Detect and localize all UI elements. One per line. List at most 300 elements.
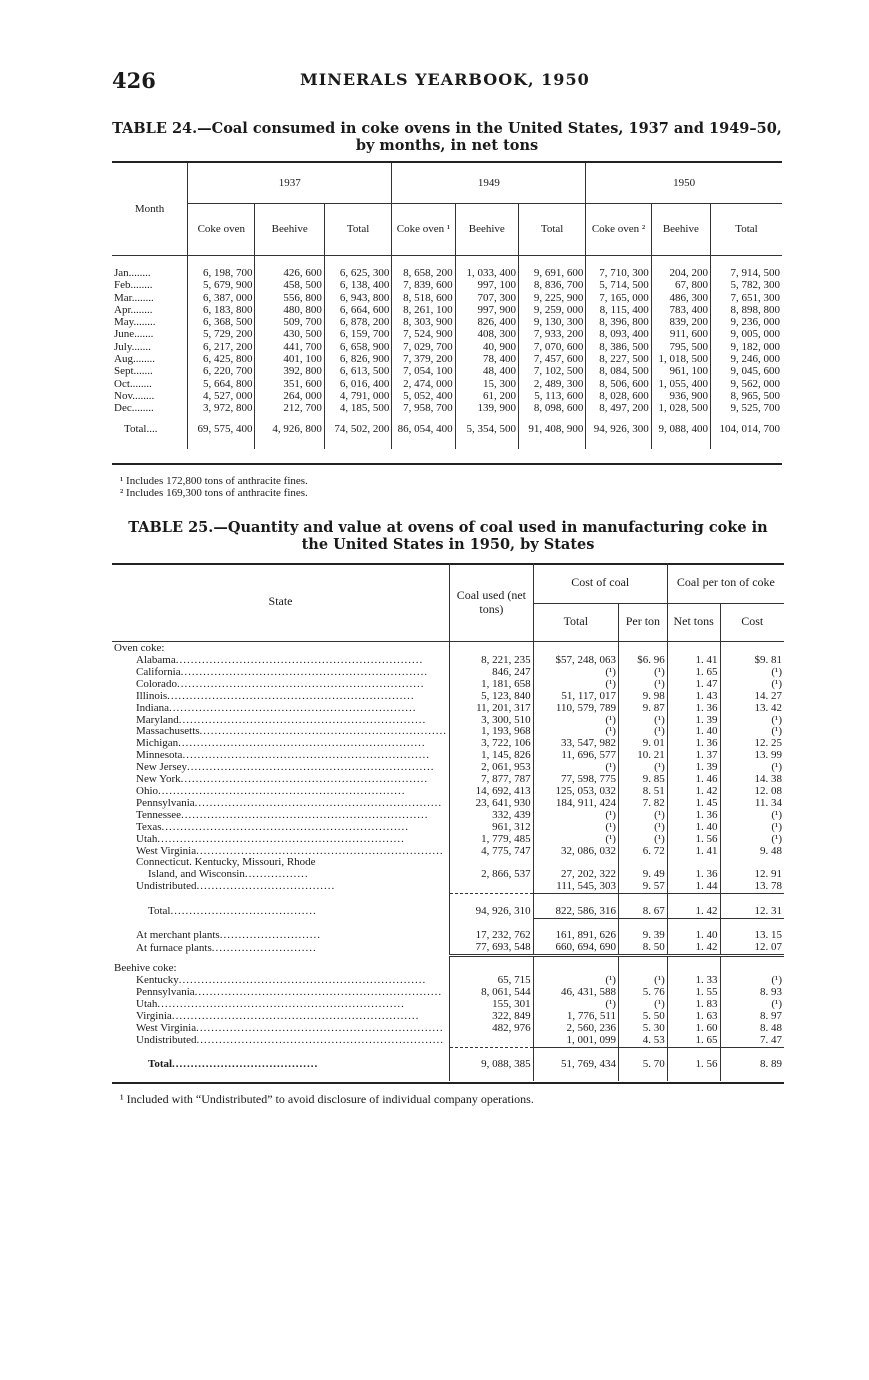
state-cell: California.................................................................. (136, 666, 429, 678)
table24-cell: 7, 165, 000 (586, 292, 651, 304)
table25-row (112, 774, 784, 786)
state-cell: Massachusetts.................................................................. (136, 726, 448, 738)
table24-cell: 1, 028, 500 (651, 402, 710, 414)
cell: 1. 44 (667, 881, 720, 893)
state-cell: Pennsylvania.................................................................. (136, 797, 443, 809)
table24-month-row (112, 365, 782, 377)
table25-cell: (¹) (533, 762, 618, 774)
table25-cell: 9. 87 (618, 703, 667, 715)
table24-cell: 7, 710, 300 (586, 267, 651, 279)
table25-cell: 1, 001, 099 (533, 1035, 618, 1047)
table24-cell: 351, 600 (255, 378, 324, 390)
table24-cell: 7, 029, 700 (392, 341, 455, 353)
page-number: 426 (112, 68, 156, 93)
table25-cell: 1. 41 (667, 655, 720, 667)
table25-cell: 1. 33 (667, 975, 720, 987)
other-states-row (112, 857, 784, 869)
state-cell: Minnesota.................................................................. (136, 750, 430, 762)
table25-cell: (¹) (720, 822, 784, 834)
table25-cell: 9. 85 (618, 774, 667, 786)
month-label: Feb........ (114, 279, 153, 292)
cell: 12. 31 (720, 906, 784, 918)
state-label: Undistributed (136, 1034, 197, 1047)
cell: 12. 07 (720, 942, 784, 955)
table25-cell: (¹) (720, 975, 784, 987)
state-cell: Ohio.................................................................. (136, 785, 406, 797)
table24-cell: 6, 826, 900 (324, 353, 391, 365)
state-cell: West Virginia.................................................................. (136, 1022, 444, 1034)
table25-row (112, 667, 784, 679)
beehive-header: Beehive (455, 203, 518, 255)
table24-cell: 6, 368, 500 (188, 316, 255, 328)
table25-cell: 1. 55 (667, 987, 720, 999)
table25-cell: 155, 301 (450, 999, 534, 1011)
state-label: Michigan (136, 738, 179, 750)
year-1950-header: 1950 (586, 163, 782, 203)
table24-cell: 8, 506, 600 (586, 378, 651, 390)
row-label: At furnace plants (136, 941, 212, 954)
state-label: West Virginia (136, 1022, 197, 1034)
state-label: Colorado (136, 678, 177, 690)
table24-cell: 4, 185, 500 (324, 402, 391, 414)
table24-month-row (112, 353, 782, 365)
table25-cell: (¹) (533, 715, 618, 727)
total-cell: 74, 502, 200 (324, 421, 391, 437)
state-label: New York (136, 774, 181, 786)
table25-row (112, 762, 784, 774)
table25-row (112, 1023, 784, 1035)
state-label: Massachusetts (136, 726, 200, 738)
table24-cell: 401, 100 (255, 353, 324, 365)
state-label: Pennsylvania (136, 797, 195, 809)
table25-cell: (¹) (618, 679, 667, 691)
table25-bottom-rule (112, 1082, 784, 1084)
table24-cell: 5, 052, 400 (392, 390, 455, 402)
table25-cell: 12. 08 (720, 786, 784, 798)
table25-cell: 14, 692, 413 (450, 786, 534, 798)
table25-cell: 4. 53 (618, 1035, 667, 1047)
state-label: Kentucky (136, 975, 179, 987)
coke-oven-header: Coke oven ² (586, 203, 651, 255)
table24-cell: 5, 664, 800 (188, 378, 255, 390)
table24-cell: 8, 898, 800 (710, 304, 782, 316)
table24-month-row (112, 378, 782, 390)
table24-cell: 556, 800 (255, 292, 324, 304)
table24-cell: 839, 200 (651, 316, 710, 328)
table25-cell: 46, 431, 588 (533, 987, 618, 999)
table25-cell: 4, 775, 747 (450, 846, 534, 858)
table25-cell: (¹) (720, 810, 784, 822)
table25-cell: 1. 43 (667, 691, 720, 703)
month-label: July....... (114, 340, 151, 353)
oven-undistributed-row: Undistributed..................................... 111, 545, 303 9. 57 1. 44 13. 78 (136, 880, 782, 893)
state-label: Indiana (136, 702, 169, 714)
table25-cell (450, 1035, 534, 1047)
state-cell: Indiana.................................................................. (136, 702, 417, 714)
state-cell: Colorado.................................................................. (136, 678, 425, 690)
table24-cell: 8, 115, 400 (586, 304, 651, 316)
table25-cell: $9. 81 (720, 655, 784, 667)
state-cell: Illinois.................................................................. (136, 690, 415, 702)
table24-cell: 997, 900 (455, 304, 518, 316)
cell: 1. 42 (667, 906, 720, 918)
table24-month-row (112, 304, 782, 316)
table24-cell: 7, 457, 600 (518, 353, 585, 365)
table24-cell: 7, 054, 100 (392, 365, 455, 377)
cell: 12. 91 (720, 869, 784, 881)
table25-cell: 846, 247 (450, 667, 534, 679)
table24-cell: 4, 527, 000 (188, 390, 255, 402)
table24-cell: 795, 500 (651, 341, 710, 353)
table24-month-row (112, 292, 782, 304)
table25-caption (112, 519, 784, 553)
table24-cell: 936, 900 (651, 390, 710, 402)
table24-footnote-1: ¹ Includes 172,800 tons of anthracite fines. (120, 475, 308, 487)
table24-month-row (112, 402, 782, 414)
table25-cell: (¹) (533, 975, 618, 987)
table24-cell: 5, 782, 300 (710, 279, 782, 291)
table25-cell: 23, 641, 930 (450, 798, 534, 810)
table25-cell: 1. 56 (667, 834, 720, 846)
table24-cell: 8, 386, 500 (586, 341, 651, 353)
table25-cell: 7. 47 (720, 1035, 784, 1047)
table25-row (112, 987, 784, 999)
table25-cell: (¹) (720, 715, 784, 727)
table25-cell: (¹) (533, 667, 618, 679)
cell: 161, 891, 626 (533, 930, 618, 942)
table24-cell: 7, 914, 500 (710, 267, 782, 279)
other-states-row-values: Island, and Wisconsin................. 2, 866, 537 27, 202, 322 9. 49 1. 36 12. 91 (148, 868, 782, 881)
cell: 13. 15 (720, 930, 784, 942)
state-label: Utah (136, 833, 158, 845)
table25-row (112, 975, 784, 987)
table25-row (112, 679, 784, 691)
month-label: Dec........ (114, 402, 154, 415)
month-header: Month (112, 163, 188, 255)
cell: 9. 57 (618, 881, 667, 893)
cell: 1. 56 (667, 1059, 720, 1071)
cell: 1. 42 (667, 942, 720, 955)
table24-caption-line1: TABLE 24.—Coal consumed in coke ovens in the United States, 1937 and 1949–50, (112, 120, 782, 137)
state-cell: Utah.................................................................. (136, 833, 405, 845)
row-label: Total (148, 1059, 173, 1071)
table25-row (112, 715, 784, 727)
table24-cell: 9, 236, 000 (710, 316, 782, 328)
net-tons-header: Net tons (667, 603, 720, 641)
table24-cell: 8, 497, 200 (586, 402, 651, 414)
table25-cell: 1, 779, 485 (450, 834, 534, 846)
table25-cell: 9. 48 (720, 846, 784, 858)
state-label: Texas (136, 821, 162, 833)
table24-total-row (112, 421, 782, 437)
table24-cell: 1, 055, 400 (651, 378, 710, 390)
table24-cell: 78, 400 (455, 353, 518, 365)
table24-cell: 2, 474, 000 (392, 378, 455, 390)
table24-cell: 6, 016, 400 (324, 378, 391, 390)
table24-cell: 5, 679, 900 (188, 279, 255, 291)
table25-cell: (¹) (720, 999, 784, 1011)
total-cell: 9, 088, 400 (651, 421, 710, 437)
table25-cell: (¹) (533, 679, 618, 691)
year-1937-header: 1937 (188, 163, 392, 203)
table25-cell: 1. 83 (667, 999, 720, 1011)
table24-cell: 997, 100 (455, 279, 518, 291)
state-cell: Utah.................................................................. (136, 999, 405, 1011)
state-cell: Pennsylvania.................................................................. (136, 987, 443, 999)
month-label: Apr........ (114, 303, 153, 316)
table25-cell: 1, 145, 826 (450, 750, 534, 762)
table25-cell: 77, 598, 775 (533, 774, 618, 786)
state-label: Illinois (136, 690, 168, 702)
running-title: MINERALS YEARBOOK, 1950 (300, 70, 590, 89)
state-label: Ohio (136, 785, 158, 797)
table25-cell: $6. 96 (618, 655, 667, 667)
state-cell: Maryland.................................................................. (136, 714, 427, 726)
other-states-label-2: Island, and Wisconsin (148, 869, 245, 881)
table25-cell: 1. 37 (667, 750, 720, 762)
table25-cell: 8. 48 (720, 1023, 784, 1035)
cell: 94, 926, 310 (450, 906, 534, 918)
cell: 27, 202, 322 (533, 869, 618, 881)
table25 (112, 563, 784, 1081)
table24-cell: 5, 729, 200 (188, 328, 255, 340)
table24-cell: 9, 225, 900 (518, 292, 585, 304)
table24-cell: 426, 600 (255, 267, 324, 279)
table25-cell: 125, 053, 032 (533, 786, 618, 798)
table25-row (112, 1011, 784, 1023)
table25-cell: 1. 36 (667, 810, 720, 822)
cell: 8. 67 (618, 906, 667, 918)
table24-cell: 6, 159, 700 (324, 328, 391, 340)
table24-cell: 7, 958, 700 (392, 402, 455, 414)
table24-caption (112, 120, 782, 154)
table24-month-row (112, 267, 782, 279)
table25-cell: 5. 30 (618, 1023, 667, 1035)
table24-cell: 486, 300 (651, 292, 710, 304)
table24-cell: 6, 613, 500 (324, 365, 391, 377)
table25-cell: (¹) (618, 975, 667, 987)
merchant-row: At merchant plants........................... 17, 232, 762 161, 891, 626 9. 39 1. 40 13. 15 (136, 929, 782, 942)
table24-cell: 509, 700 (255, 316, 324, 328)
table24-cell: 6, 138, 400 (324, 279, 391, 291)
table25-cell: 12. 25 (720, 738, 784, 750)
table25-cell: 961, 312 (450, 822, 534, 834)
table24-cell: 480, 800 (255, 304, 324, 316)
table24-caption-line2: by months, in net tons (355, 137, 539, 154)
table25-cell: (¹) (618, 834, 667, 846)
cell: 660, 694, 690 (533, 942, 618, 955)
state-cell: Undistributed.................................................................. (136, 1034, 444, 1047)
total-header: Total (518, 203, 585, 255)
table25-cell: 110, 579, 789 (533, 703, 618, 715)
cell: 9, 088, 385 (450, 1059, 534, 1071)
cell: 8. 89 (720, 1059, 784, 1071)
state-cell: New Jersey.................................................................. (136, 762, 435, 774)
state-label: Utah (136, 999, 158, 1011)
cost-of-coal-header: Cost of coal (533, 563, 667, 603)
table25-cell: (¹) (618, 715, 667, 727)
table24-cell: 408, 300 (455, 328, 518, 340)
table25-cell: 14. 38 (720, 774, 784, 786)
table24-cell: 8, 303, 900 (392, 316, 455, 328)
table24-cell: 7, 839, 600 (392, 279, 455, 291)
table24-cell: 7, 102, 500 (518, 365, 585, 377)
oven-coke-label: Oven coke: (114, 642, 165, 655)
table25-cell: (¹) (618, 726, 667, 738)
table24-cell: 5, 113, 600 (518, 390, 585, 402)
table25-cell: (¹) (533, 726, 618, 738)
cell (450, 881, 534, 893)
total-cell: 91, 408, 900 (518, 421, 585, 437)
month-label: June....... (114, 328, 154, 341)
state-label: New Jersey (136, 762, 188, 774)
table24-cell: 8, 093, 400 (586, 328, 651, 340)
table24-cell: 9, 691, 600 (518, 267, 585, 279)
table25-row (112, 798, 784, 810)
coal-per-ton-header: Coal per ton of coke (667, 563, 784, 603)
cost-header: Cost (720, 603, 784, 641)
cost-total-header: Total (533, 603, 618, 641)
cell: 9. 39 (618, 930, 667, 942)
state-label: California (136, 666, 181, 678)
table25-cell: 5. 76 (618, 987, 667, 999)
table25-cell: 482, 976 (450, 1023, 534, 1035)
coal-used-header: Coal used (net tons) (450, 563, 534, 641)
table25-cell: 7. 82 (618, 798, 667, 810)
table25-cell: 1. 46 (667, 774, 720, 786)
cell: 2, 866, 537 (450, 869, 534, 881)
table25-row (112, 810, 784, 822)
table24-cell: 8, 098, 600 (518, 402, 585, 414)
table25-cell: 7, 877, 787 (450, 774, 534, 786)
table25-cell: 1. 65 (667, 1035, 720, 1047)
table25-cell: 3, 300, 510 (450, 715, 534, 727)
cell: 1. 40 (667, 930, 720, 942)
table24-month-row (112, 390, 782, 402)
table24-cell: 67, 800 (651, 279, 710, 291)
cell: 9. 49 (618, 869, 667, 881)
coke-oven-header: Coke oven (188, 203, 255, 255)
table24-cell: 3, 972, 800 (188, 402, 255, 414)
table24-cell: 7, 651, 300 (710, 292, 782, 304)
table25-row (112, 655, 784, 667)
table24-cell: 8, 518, 600 (392, 292, 455, 304)
table25-cell: 8. 97 (720, 1011, 784, 1023)
state-cell: Kentucky.................................................................. (136, 975, 427, 987)
oven-total-row: Total....................................... 94, 926, 310 822, 586, 316 8. 67 1. 42 12. 31 (148, 904, 782, 917)
total-header: Total (710, 203, 782, 255)
table25-cell: 13. 42 (720, 703, 784, 715)
table24-cell: 1, 018, 500 (651, 353, 710, 365)
total-cell: 86, 054, 400 (392, 421, 455, 437)
table24 (112, 163, 782, 449)
state-cell: Virginia.................................................................. (136, 1010, 420, 1022)
table24-cell: 7, 070, 600 (518, 341, 585, 353)
state-label: Alabama (136, 655, 176, 666)
table25-cell: 8. 93 (720, 987, 784, 999)
state-label: Virginia (136, 1010, 172, 1022)
table25-cell: 11, 696, 577 (533, 750, 618, 762)
table24-cell: 430, 500 (255, 328, 324, 340)
state-header: State (112, 563, 450, 641)
table25-cell: 8, 221, 235 (450, 655, 534, 667)
table25-cell: 1. 60 (667, 1023, 720, 1035)
table24-month-row (112, 316, 782, 328)
table25-cell: 10. 21 (618, 750, 667, 762)
state-label: Pennsylvania (136, 987, 195, 999)
table25-cell: 51, 117, 017 (533, 691, 618, 703)
table24-cell: 9, 130, 300 (518, 316, 585, 328)
cell: 1. 36 (667, 869, 720, 881)
table25-cell: 1, 181, 658 (450, 679, 534, 691)
table25-row (112, 726, 784, 738)
table24-cell: 9, 259, 000 (518, 304, 585, 316)
table24-cell: 707, 300 (455, 292, 518, 304)
table24-footnote-2: ² Includes 169,300 tons of anthracite fines. (120, 487, 308, 499)
table24-cell: 61, 200 (455, 390, 518, 402)
table24-cell: 9, 246, 000 (710, 353, 782, 365)
table24-cell: 264, 000 (255, 390, 324, 402)
table25-cell: $57, 248, 063 (533, 655, 618, 667)
state-label: Maryland (136, 714, 179, 726)
total-cell: 5, 354, 500 (455, 421, 518, 437)
table24-cell: 5, 714, 500 (586, 279, 651, 291)
beehive-header: Beehive (255, 203, 324, 255)
table24-cell: 826, 400 (455, 316, 518, 328)
table25-row (112, 691, 784, 703)
cell: 13. 78 (720, 881, 784, 893)
table25-cell: 322, 849 (450, 1011, 534, 1023)
beehive-coke-label: Beehive coke: (114, 962, 177, 975)
table24-cell: 48, 400 (455, 365, 518, 377)
beehive-total-row: Total....................................... 9, 088, 385 51, 769, 434 5. 70 1. 56 8. 89 (148, 1058, 782, 1071)
table25-cell: 1. 45 (667, 798, 720, 810)
table25-cell: 2, 061, 953 (450, 762, 534, 774)
table25-cell: 1. 41 (667, 846, 720, 858)
table25-cell: (¹) (720, 834, 784, 846)
month-label: Aug........ (114, 353, 155, 366)
table24-cell: 9, 182, 000 (710, 341, 782, 353)
month-label: Jan........ (114, 267, 151, 279)
table25-cell: 1. 39 (667, 715, 720, 727)
table24-cell: 6, 217, 200 (188, 341, 255, 353)
cell: 17, 232, 762 (450, 930, 534, 942)
table25-cell: 6. 72 (618, 846, 667, 858)
table25-cell: (¹) (618, 762, 667, 774)
table25-footnote: ¹ Included with “Undistributed” to avoid disclosure of individual company operations. (120, 1092, 534, 1106)
table25-cell: 1. 63 (667, 1011, 720, 1023)
month-label: Sept....... (114, 365, 153, 378)
table25-cell: 1. 42 (667, 786, 720, 798)
table25-cell: 11. 34 (720, 798, 784, 810)
table24-cell: 7, 379, 200 (392, 353, 455, 365)
table24-cell: 8, 028, 600 (586, 390, 651, 402)
table24-bottom-rule (112, 463, 782, 465)
table24-cell: 961, 100 (651, 365, 710, 377)
total-header: Total (324, 203, 391, 255)
state-cell: Texas.................................................................. (136, 821, 409, 833)
table24-cell: 911, 600 (651, 328, 710, 340)
table25-caption-line2: the United States in 1950, by States (301, 536, 595, 553)
state-cell: Tennessee.................................................................. (136, 809, 429, 821)
table25-cell: (¹) (618, 667, 667, 679)
table25-row (112, 999, 784, 1011)
table25-row (112, 703, 784, 715)
table24-cell: 8, 836, 700 (518, 279, 585, 291)
table25-cell: (¹) (618, 999, 667, 1011)
table24-cell: 6, 664, 600 (324, 304, 391, 316)
table25-cell: (¹) (533, 834, 618, 846)
